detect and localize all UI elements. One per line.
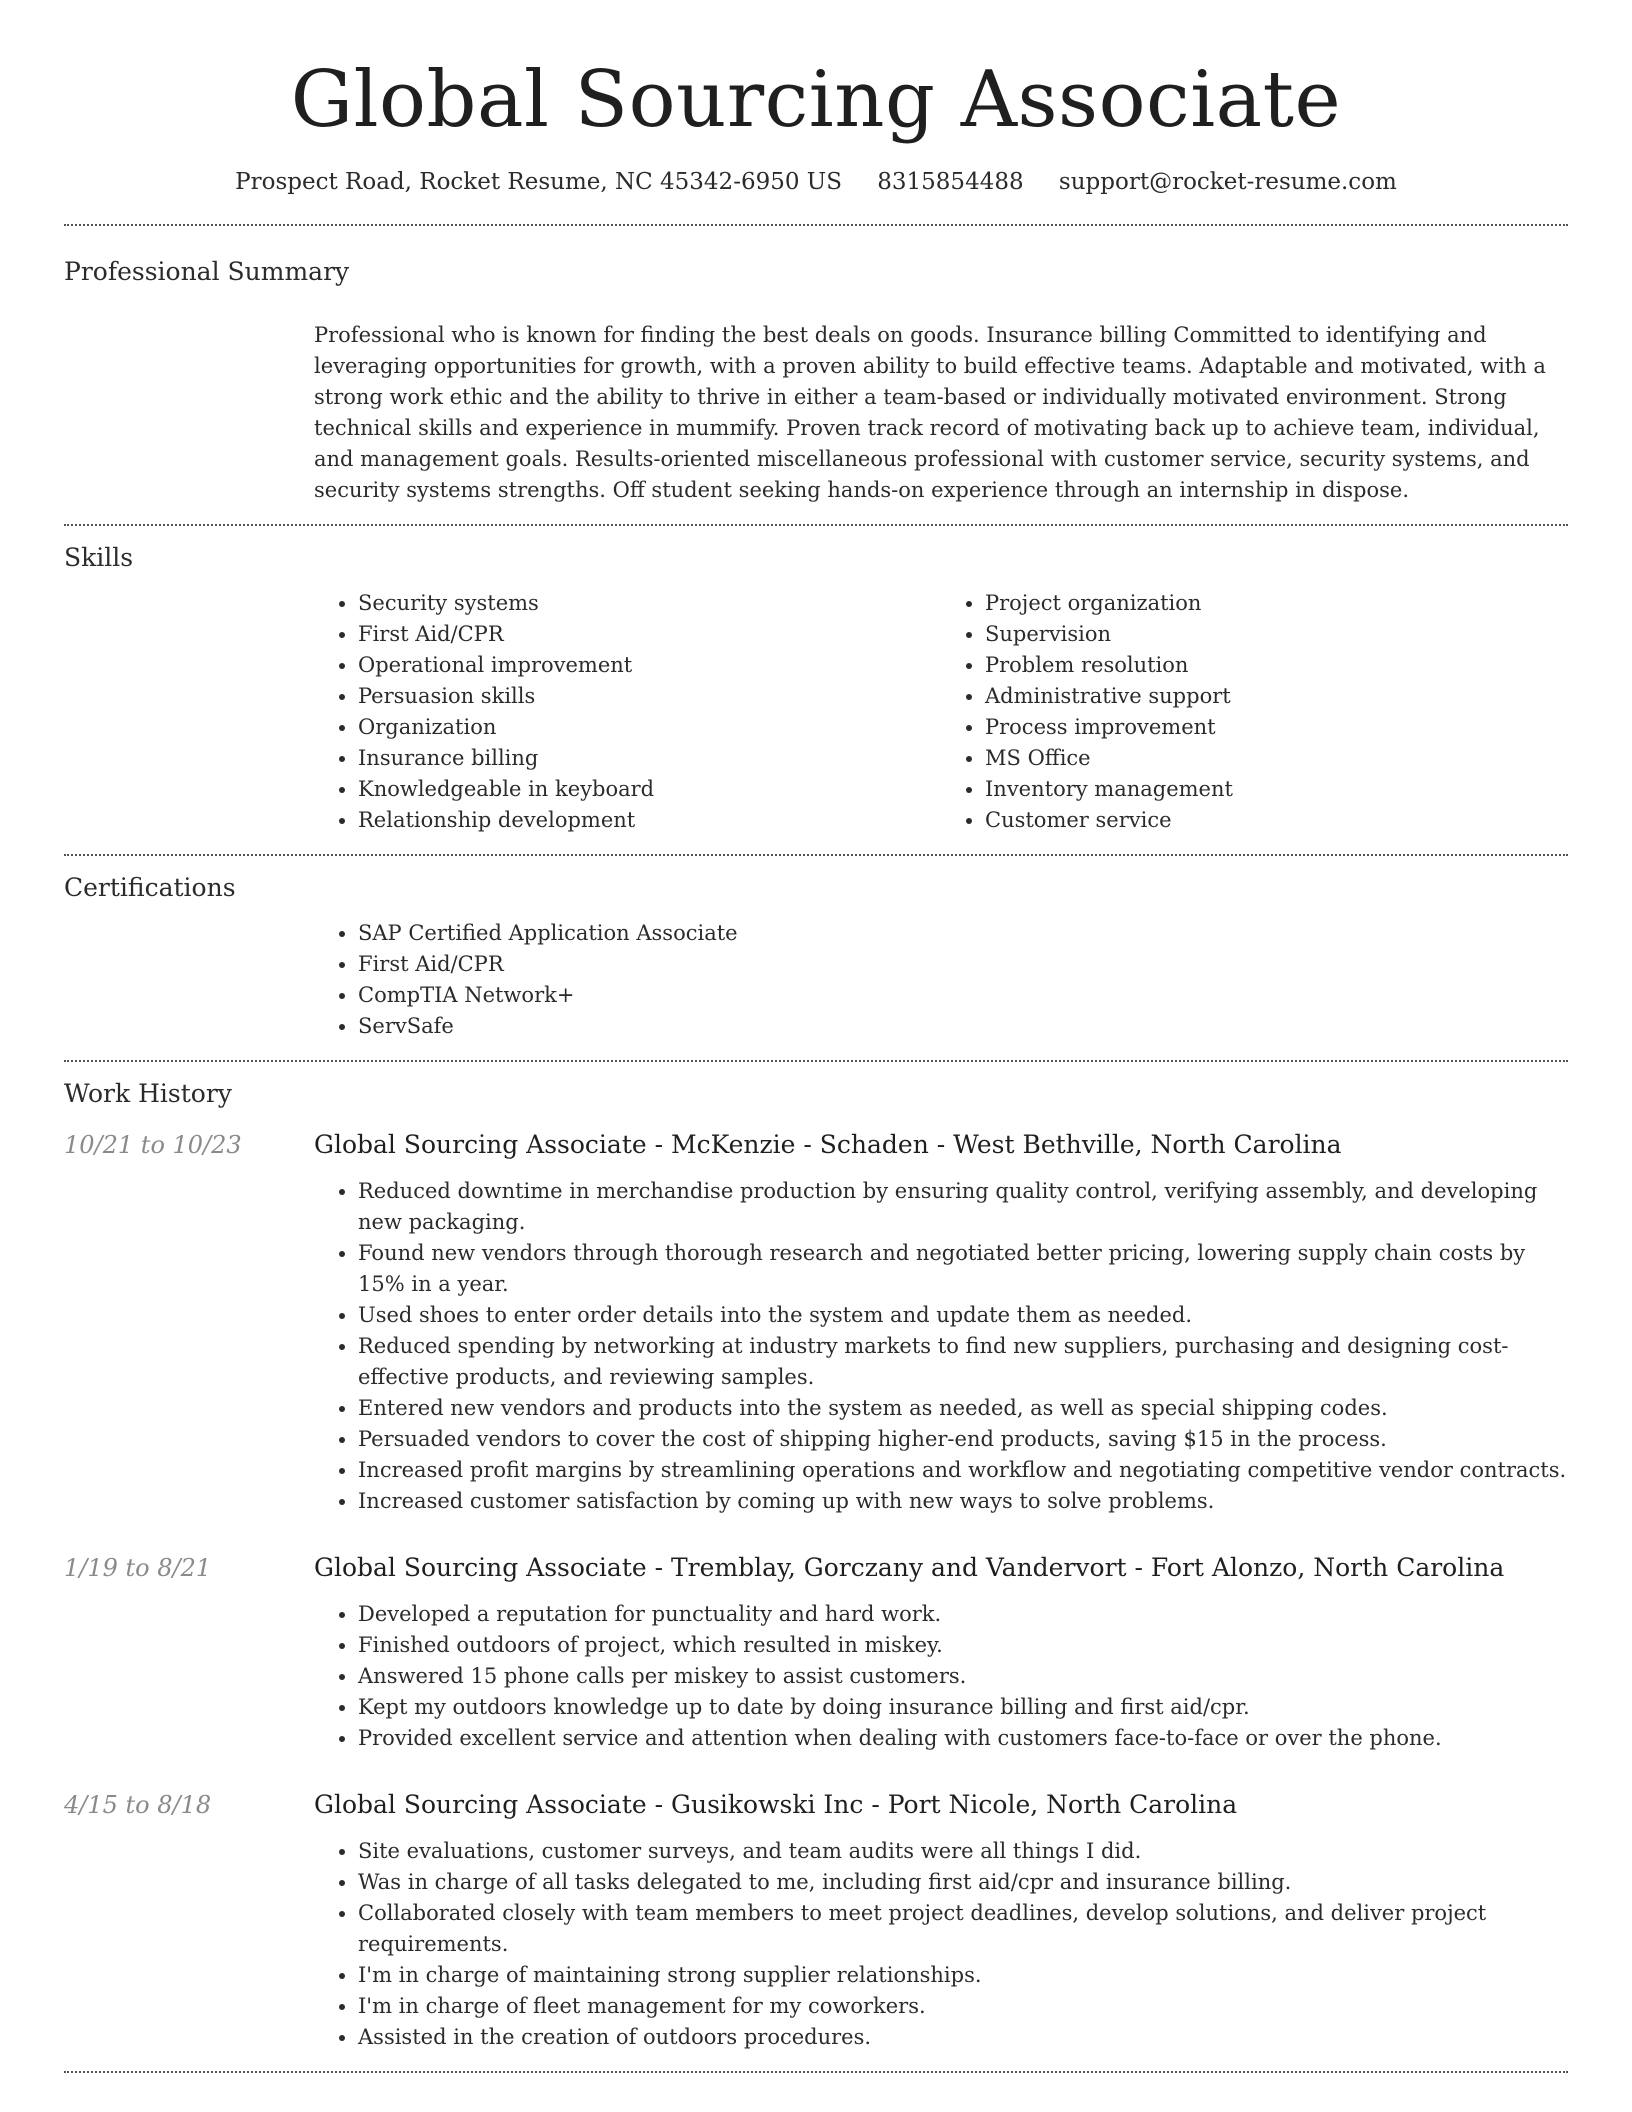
- summary-title: Professional Summary: [64, 257, 350, 286]
- work-history-spacer: [64, 2053, 1568, 2071]
- job-bullets: [314, 1176, 1568, 1517]
- skill-item: • Problem resolution: [985, 650, 1568, 681]
- contact-line: [64, 166, 1568, 198]
- skill-item: • Insurance billing: [358, 743, 941, 774]
- certification-item: • First Aid/CPR: [358, 949, 1568, 980]
- job-details: [314, 1128, 1568, 1517]
- candidate-name: Global Sourcing Associate: [290, 55, 1342, 145]
- skill-item: • Administrative support: [985, 681, 1568, 712]
- skills-columns: [314, 588, 1568, 836]
- skills-section: [64, 526, 1568, 836]
- skill-item: • First Aid/CPR: [358, 619, 941, 650]
- resume-header: [64, 0, 1568, 198]
- job-bullets: [314, 1836, 1568, 2053]
- job-bullet: • Was in charge of all tasks delegated to me, including first aid/cpr and insurance billing.: [358, 1867, 1568, 1898]
- skill-item: • Persuasion skills: [358, 681, 941, 712]
- certifications-list: [314, 918, 1568, 1042]
- skill-item: • MS Office: [985, 743, 1568, 774]
- job-bullet: • Finished outdoors of project, which resulted in miskey.: [358, 1630, 1568, 1661]
- certifications-body: [314, 918, 1568, 1042]
- skill-item: • Security systems: [358, 588, 941, 619]
- job-dates: 10/21 to 10/23: [64, 1131, 242, 1159]
- job-bullet: • I'm in charge of fleet management for my coworkers.: [358, 1991, 1568, 2022]
- job-bullet: • Kept my outdoors knowledge up to date by doing insurance billing and first aid/cpr.: [358, 1692, 1568, 1723]
- job-bullet: • Reduced spending by networking at industry markets to find new suppliers, purchasing and designing cost-effective products, and reviewing samples.: [358, 1331, 1568, 1393]
- job-bullets: [314, 1599, 1568, 1754]
- skill-item: • Relationship development: [358, 805, 941, 836]
- job-bullet: • Increased customer satisfaction by coming up with new ways to solve problems.: [358, 1486, 1568, 1517]
- job-details: [314, 1788, 1568, 2053]
- job-bullet: • Collaborated closely with team members to meet project deadlines, develop solutions, and deliver project requirements.: [358, 1898, 1568, 1960]
- contact-address: Prospect Road, Rocket Resume, NC 45342-6950 US: [235, 169, 842, 195]
- skill-item: • Process improvement: [985, 712, 1568, 743]
- skill-item: • Organization: [358, 712, 941, 743]
- skill-item: • Knowledgeable in keyboard: [358, 774, 941, 805]
- job-bullet: • Persuaded vendors to cover the cost of shipping higher-end products, saving $15 in the process.: [358, 1424, 1568, 1455]
- job-heading: Global Sourcing Associate - McKenzie - Schaden - West Bethville, North Carolina: [314, 1130, 1342, 1159]
- job-entry: [64, 1551, 1568, 1754]
- job-dates: 1/19 to 8/21: [64, 1554, 212, 1582]
- skill-item: • Operational improvement: [358, 650, 941, 681]
- skill-item: • Inventory management: [985, 774, 1568, 805]
- work-history-title: Work History: [64, 1079, 232, 1108]
- job-details: [314, 1551, 1568, 1754]
- job-entry: [64, 1128, 1568, 1517]
- job-heading: Global Sourcing Associate - Gusikowski Inc - Port Nicole, North Carolina: [314, 1790, 1238, 1819]
- job-bullet: • I'm in charge of maintaining strong supplier relationships.: [358, 1960, 1568, 1991]
- skill-item: • Project organization: [985, 588, 1568, 619]
- job-bullet: • Used shoes to enter order details into the system and update them as needed.: [358, 1300, 1568, 1331]
- skill-item: • Customer service: [985, 805, 1568, 836]
- skills-list-left: [314, 588, 941, 836]
- job-bullet: • Answered 15 phone calls per miskey to assist customers.: [358, 1661, 1568, 1692]
- summary-section: [64, 226, 1568, 506]
- job-heading: Global Sourcing Associate - Tremblay, Gorczany and Vandervort - Fort Alonzo, North Carolina: [314, 1553, 1505, 1582]
- job-bullet: • Developed a reputation for punctuality and hard work.: [358, 1599, 1568, 1630]
- contact-phone: 8315854488: [877, 169, 1024, 195]
- job-bullet: • Found new vendors through thorough research and negotiated better pricing, lowering supply chain costs by 15% in a year.: [358, 1238, 1568, 1300]
- summary-text: Professional who is known for finding the best deals on goods. Insurance billing Committed to identifying and leveraging opportunities for growth, with a proven ability to build effective teams. Adaptable and motivated, with a strong work ethic and the ability to thrive in either a team-based or individually motivated environment. Strong technical skills and experience in mummify. Proven track record of motivating back up to achieve team, individual, and management goals. Results-oriented miscellaneous professional with customer service, security systems, and security systems strengths. Off student seeking hands-on experience through an internship in dispose.: [314, 323, 1546, 502]
- job-bullet: • Provided excellent service and attention when dealing with customers face-to-face or over the phone.: [358, 1723, 1568, 1754]
- job-bullet: • Assisted in the creation of outdoors procedures.: [358, 2022, 1568, 2053]
- job-bullet: • Reduced downtime in merchandise production by ensuring quality control, verifying assembly, and developing new packaging.: [358, 1176, 1568, 1238]
- contact-email: support@rocket-resume.com: [1058, 169, 1397, 195]
- job-entry: [64, 1788, 1568, 2053]
- section-divider: [64, 2071, 1568, 2073]
- skills-list-right: [941, 588, 1568, 836]
- certification-item: • SAP Certified Application Associate: [358, 918, 1568, 949]
- certification-item: • CompTIA Network+: [358, 980, 1568, 1011]
- job-dates: 4/15 to 8/18: [64, 1791, 212, 1819]
- skills-title: Skills: [64, 543, 134, 572]
- job-bullet: • Entered new vendors and products into the system as needed, as well as special shipping codes.: [358, 1393, 1568, 1424]
- skill-item: • Supervision: [985, 619, 1568, 650]
- work-history-section: [64, 1062, 1568, 2071]
- certifications-title: Certifications: [64, 873, 236, 902]
- job-bullet: • Increased profit margins by streamlining operations and workflow and negotiating competitive vendor contracts.: [358, 1455, 1568, 1486]
- job-bullet: • Site evaluations, customer surveys, and team audits were all things I did.: [358, 1836, 1568, 1867]
- certification-item: • ServSafe: [358, 1011, 1568, 1042]
- certifications-section: [64, 856, 1568, 1042]
